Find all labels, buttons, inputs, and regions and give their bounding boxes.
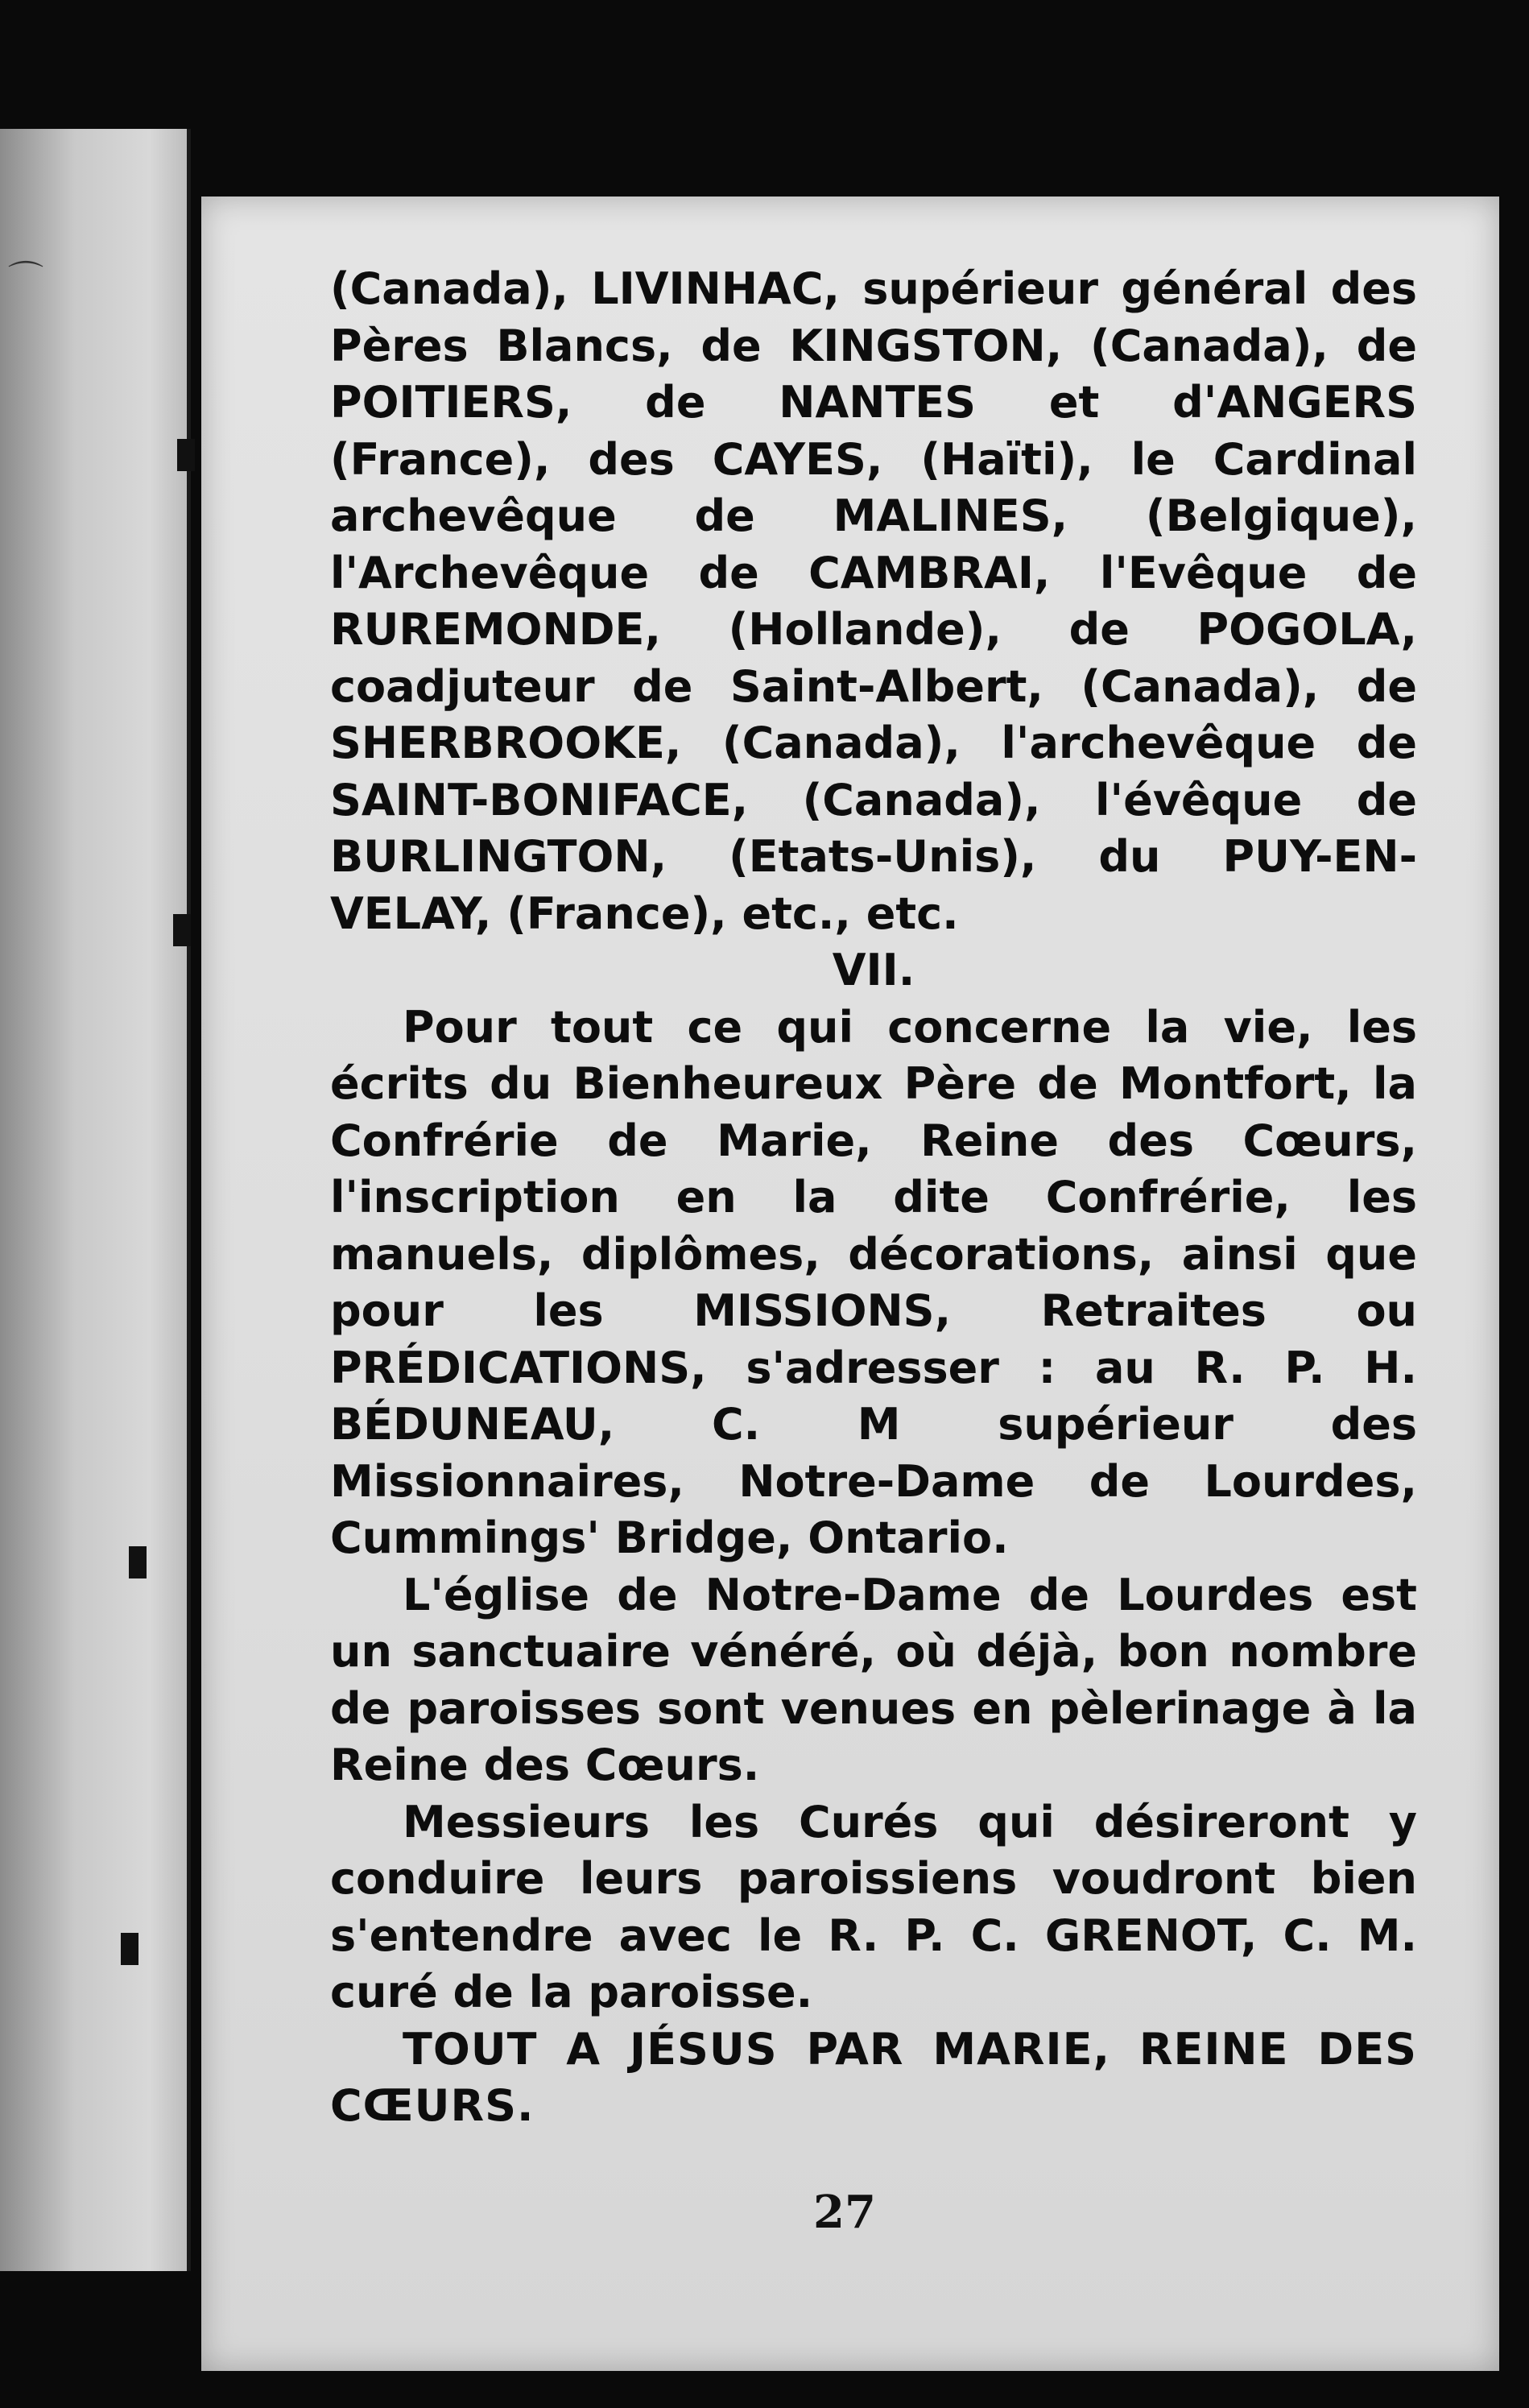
paragraph-sanctuary: L'église de Notre-Dame de Lourdes est un sanctuaire vénéré, où déjà, bon nombre de paroisses sont venues en pèlerinage à la Reine des Cœurs. [330,1569,1417,1790]
binding-mark [121,1933,138,1965]
margin-mark: ⌒ [8,259,43,300]
facing-page-edge [0,129,191,2271]
page-text [330,261,1417,2135]
section-numeral: VII. [832,945,915,995]
book-page [201,197,1499,2371]
page-number: 27 [813,2186,876,2239]
paragraph-contact: Pour tout ce qui concerne la vie, les écrits du Bienheureux Père de Montfort, la Confrérie de Marie, Reine des Cœurs, l'inscription en la dite Confrérie, les manuels, diplômes, décorations, ainsi que pour les MISSIONS, Retraites ou PRÉDICATIONS, s'adresser : au R. P. H. BÉDUNEAU, C. M supérieur des Missionnaires, Notre-Dame de Lourdes, Cummings' Bridge, Ontario. [330,1001,1417,1563]
binding-mark [129,1546,147,1578]
binding-mark [177,439,195,471]
binding-mark [173,914,191,946]
paragraph-motto: TOUT A JÉSUS PAR MARIE, REINE DES CŒURS. [330,2023,1417,2131]
paragraph-cures: Messieurs les Curés qui désireront y conduire leurs paroissiens voudront bien s'entendre avec le R. P. C. GRENOT, C. M. curé de la paroisse. [330,1796,1417,2017]
paragraph-continuation: (Canada), LIVINHAC, supérieur général des Pères Blancs, de KINGSTON, (Canada), de POITIERS, de NANTES et d'ANGERS (France), des CAYES, (Haïti), le Cardinal archevêque de MALINES, (Belgique), l'Archevêque de CAMBRAI, l'Evêque de RUREMONDE, (Hollande), de POGOLA, coadjuteur de Saint-Albert, (Canada), de SHERBROOKE, (Canada), l'archevêque de SAINT-BONIFACE, (Canada), l'évêque de BURLINGTON, (Etats-Unis), du PUY-EN-VELAY, (France), etc., etc. [330,263,1417,939]
